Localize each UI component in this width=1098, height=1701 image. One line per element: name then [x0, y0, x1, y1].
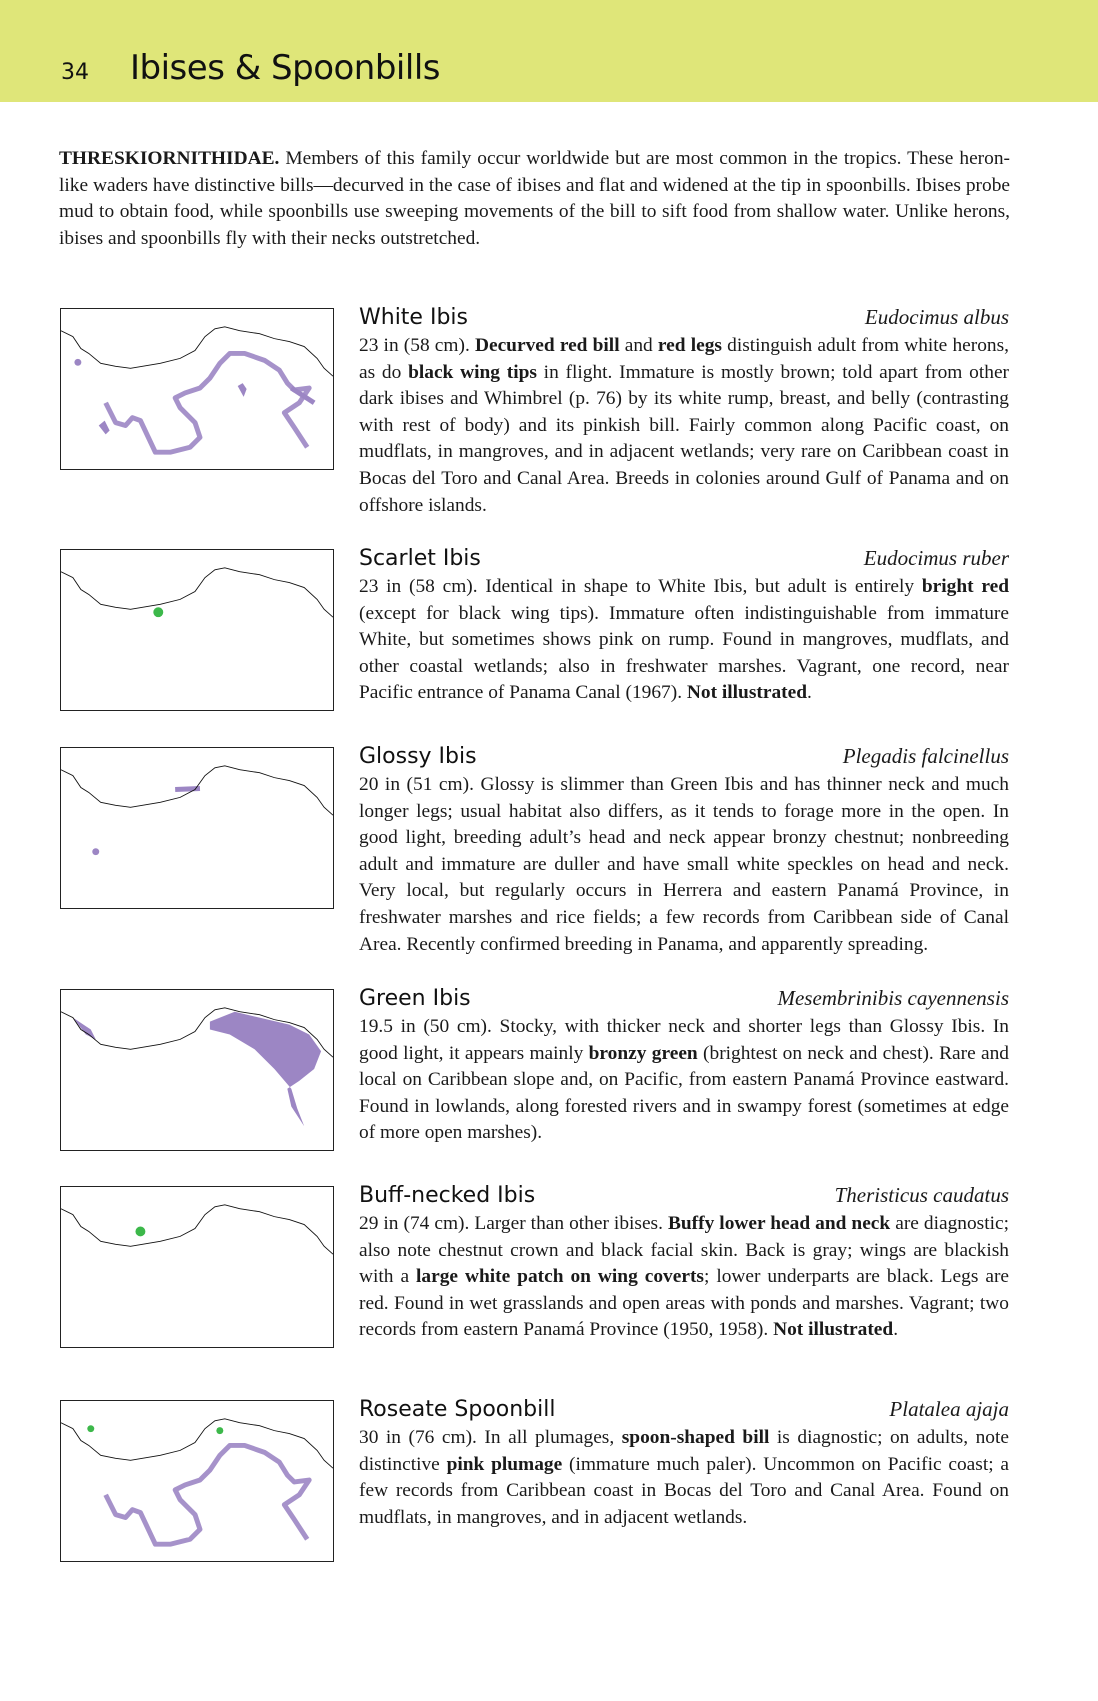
text-segment: 29 in (74 cm). Larger than other ibises.: [359, 1213, 668, 1234]
scientific-name: Mesembrinibis cayennensis: [777, 986, 1009, 1010]
range-map-graphic: [61, 1187, 333, 1347]
bold-text: bright red: [921, 576, 1009, 597]
text-segment: is diagnostic; on adults, note distinctive: [359, 1427, 1009, 1475]
species-description: [359, 1211, 1009, 1344]
species-text: [359, 546, 1009, 707]
species-description: [359, 574, 1009, 707]
text-segment: 30 in (76 cm). In all plumages,: [359, 1427, 622, 1448]
bold-text: Buffy lower head and neck: [667, 1213, 891, 1234]
range-map: [60, 308, 334, 470]
intro-text: Members of this family occur worldwide but are most common in the tropics. These heron-like waders have distinctive bills—decurved in the case of ibises and flat and widened at the tip in spoonbills. Ibises probe mud to obtain food, while spoonbills use sweeping movements of the bill to sift food from shallow water. Unlike herons, ibises and spoonbills fly with their necks outstretched.: [59, 148, 1010, 249]
species-text: [359, 1397, 1009, 1531]
scientific-name: Theristicus caudatus: [834, 1183, 1009, 1207]
text-segment: 20 in (51 cm). Glossy is slimmer than Green Ibis and has thinner neck and much longer legs; usual habitat also differs, as it tends to forage more in the open. In good light, breeding adult’s head and neck appear bronzy chestnut; nonbreeding adult and immature are duller and have small white speckles on head and neck. Very local, but regularly occurs in Herrera and eastern Panamá Province, in freshwater marshes and rice fields; a few records from Caribbean side of Canal Area. Recently confirmed breeding in Panama, and apparently spreading.: [359, 774, 1009, 955]
range-map: [60, 989, 334, 1151]
bold-text: red legs: [657, 335, 722, 356]
bold-text: Not illustrated: [773, 1319, 894, 1341]
bold-text: Decurved red bill: [474, 335, 620, 356]
family-name: THRESKIORNITHIDAE.: [59, 148, 280, 169]
bold-text: pink plumage: [446, 1453, 563, 1475]
text-segment: (immature much paler). Uncommon on Pacific coast; a few records from Caribbean coast in Bocas del Toro and Canal Area. Found on mudflats, in mangroves, and in adjacent wetlands.: [359, 1453, 1009, 1528]
scientific-name: Platalea ajaja: [889, 1397, 1009, 1421]
scientific-name: Plegadis falcinellus: [842, 744, 1009, 768]
page-number: 34: [61, 60, 89, 85]
text-segment: (brightest on neck and chest). Rare and local on Caribbean slope and, on Pacific, from eastern Panamá Province eastward. Found in lowlands, along forested rivers and in swampy forest (sometimes at edge of more open marshes).: [359, 1042, 1009, 1144]
species-name: Buff-necked Ibis: [359, 1183, 536, 1208]
bold-text: bronzy green: [588, 1042, 698, 1064]
species-name: Roseate Spoonbill: [359, 1397, 556, 1422]
species-description: [359, 772, 1009, 958]
scientific-name: Eudocimus albus: [864, 305, 1009, 329]
range-map-graphic: [61, 1401, 333, 1561]
range-map: [60, 1186, 334, 1348]
text-segment: in flight. Immature is mostly brown; told apart from other dark ibises and Whimbrel (p. 76) by its white rump, breast, and belly (contrasting with rest of body) and its pinkish bill. Fairly common along Pacific coast, on mudflats, in mangroves, and in adjacent wetlands; very rare on Caribbean coast in Bocas del Toro and Canal Area. Breeds in colonies around Gulf of Panama and on offshore islands.: [359, 361, 1010, 516]
text-segment: .: [893, 1319, 899, 1341]
text-segment: and: [619, 335, 658, 356]
text-segment: 19.5 in (50 cm). Stocky, with thicker neck and shorter legs than Glossy Ibis. In good light, it appears mainly: [359, 1016, 1009, 1064]
range-map-graphic: [61, 309, 333, 469]
family-intro: [59, 146, 1010, 252]
species-name: White Ibis: [359, 305, 468, 330]
text-segment: 23 in (58 cm).: [359, 335, 475, 356]
species-text: [359, 986, 1009, 1147]
species-description: [359, 1425, 1009, 1531]
scientific-name: Eudocimus ruber: [863, 546, 1009, 570]
range-map-graphic: [61, 748, 333, 908]
text-segment: .: [807, 682, 812, 704]
range-map-graphic: [61, 990, 333, 1150]
species-name: Glossy Ibis: [359, 744, 477, 769]
species-text: [359, 305, 1009, 519]
header-band: [0, 0, 1098, 102]
species-name: Scarlet Ibis: [359, 546, 481, 571]
range-map: [60, 549, 334, 711]
bold-text: large white patch on wing coverts: [416, 1266, 704, 1288]
text-segment: (except for black wing tips). Immature often indistinguishable from immature White, but sometimes shows pink on rump. Found in mangroves, mudflats, and other coastal wetlands; also in freshwater marshes. Vagrant, one record, near Pacific entrance of Panama Canal (1967).: [359, 602, 1009, 704]
species-description: [359, 1014, 1009, 1147]
bold-text: Not illustrated: [686, 682, 807, 704]
text-segment: distinguish adult from white herons, as do: [359, 335, 1009, 383]
range-map-graphic: [61, 550, 333, 710]
text-segment: ; lower underparts are black. Legs are red. Found in wet grasslands and open areas with ponds and marshes. Vagrant; two records from eastern Panamá Province (1950, 1958).: [359, 1266, 1010, 1341]
range-map: [60, 1400, 334, 1562]
page-title: Ibises & Spoonbills: [130, 48, 440, 88]
species-text: [359, 1183, 1009, 1344]
bold-text: spoon-shaped bill: [621, 1427, 770, 1448]
species-text: [359, 744, 1009, 958]
text-segment: 23 in (58 cm). Identical in shape to White Ibis, but adult is entirely: [359, 576, 922, 597]
text-segment: are diagnostic; also note chestnut crown and black facial skin. Back is gray; wings are blackish with a: [359, 1213, 1009, 1288]
range-map: [60, 747, 334, 909]
species-name: Green Ibis: [359, 986, 471, 1011]
species-description: [359, 333, 1009, 519]
bold-text: black wing tips: [408, 361, 537, 383]
